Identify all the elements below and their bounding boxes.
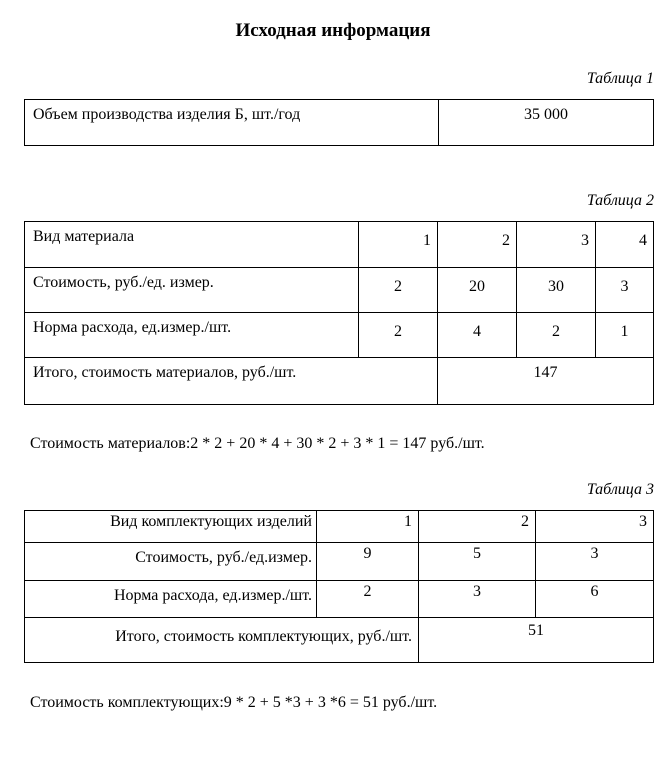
table-cell: 3 — [517, 222, 596, 268]
table-row — [25, 222, 654, 268]
table-row — [25, 543, 654, 581]
table-cell: 6 — [536, 581, 654, 618]
table-cell: 2 — [419, 511, 536, 543]
page-title: Исходная информация — [235, 20, 431, 41]
table1 — [24, 99, 654, 146]
row-label: Вид материала — [25, 222, 359, 268]
table-row — [25, 268, 654, 313]
total-label: Итого, стоимость комплектующих, руб./шт. — [25, 618, 419, 663]
table1-caption: Таблица 1 — [586, 70, 654, 87]
table-cell: 2 — [438, 222, 517, 268]
table-row — [25, 313, 654, 358]
components-formula: Стоимость комплектующих:9 * 2 + 5 *3 + 3 *6 = 51 руб./шт. — [30, 694, 438, 711]
table-cell: 1 — [596, 313, 654, 358]
total-value: 51 — [419, 618, 654, 663]
table-row — [25, 618, 654, 663]
row-label: Стоимость, руб./ед. измер. — [25, 268, 359, 313]
table-cell: 1 — [359, 222, 438, 268]
table2-caption: Таблица 2 — [586, 192, 654, 209]
table-cell: 3 — [536, 511, 654, 543]
table1-label: Объем производства изделия Б, шт./год — [25, 100, 439, 146]
table-cell: 9 — [317, 543, 419, 581]
table-cell: 5 — [419, 543, 536, 581]
table1-value: 35 000 — [439, 100, 654, 146]
table-cell: 20 — [438, 268, 517, 313]
row-label: Норма расхода, ед.измер./шт. — [25, 313, 359, 358]
row-label: Стоимость, руб./ед.измер. — [25, 543, 317, 581]
table-row — [25, 358, 654, 405]
table-cell: 30 — [517, 268, 596, 313]
table-cell: 4 — [438, 313, 517, 358]
table-cell: 3 — [536, 543, 654, 581]
table3-caption: Таблица 3 — [586, 481, 654, 498]
total-label: Итого, стоимость материалов, руб./шт. — [25, 358, 438, 405]
table2 — [24, 221, 654, 405]
table-cell: 1 — [317, 511, 419, 543]
materials-formula: Стоимость материалов:2 * 2 + 20 * 4 + 30 * 2 + 3 * 1 = 147 руб./шт. — [30, 435, 485, 452]
row-label: Норма расхода, ед.измер./шт. — [25, 581, 317, 618]
table-cell: 2 — [359, 268, 438, 313]
row-label: Вид комплектующих изделий — [25, 511, 317, 543]
table-cell: 2 — [359, 313, 438, 358]
table-cell: 2 — [517, 313, 596, 358]
table-cell: 3 — [419, 581, 536, 618]
table3 — [24, 510, 654, 663]
table-cell: 2 — [317, 581, 419, 618]
table-row — [25, 511, 654, 543]
table-row — [25, 581, 654, 618]
table-cell: 3 — [596, 268, 654, 313]
total-value: 147 — [438, 358, 654, 405]
table-cell: 4 — [596, 222, 654, 268]
